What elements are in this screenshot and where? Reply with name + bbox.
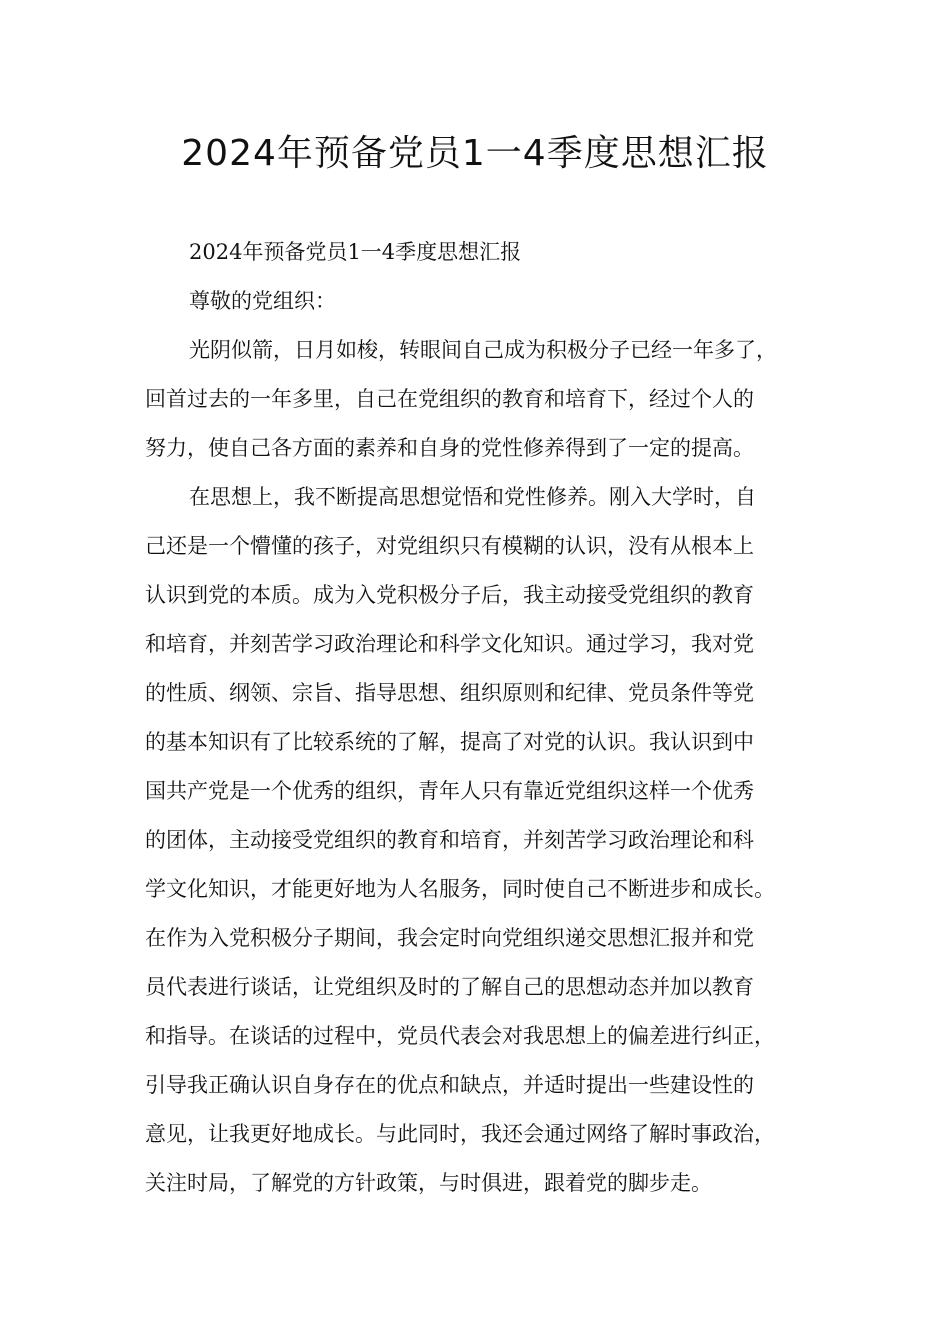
paragraph-2-line: 员代表进行谈话，让党组织及时的了解自己的思想动态并加以教育 <box>145 975 754 999</box>
paragraph-2-line: 己还是一个懵懂的孩子，对党组织只有模糊的认识，没有从根本上 <box>145 534 754 558</box>
paragraph-1-line: 努力，使自己各方面的素养和自身的党性修养得到了一定的提高。 <box>145 436 754 460</box>
paragraph-2 <box>145 473 825 1208</box>
paragraph-2-line: 和培育，并刻苦学习政治理论和科学文化知识。通过学习，我对党 <box>145 632 754 656</box>
paragraph-2-line: 的性质、纲领、宗旨、指导思想、组织原则和纪律、党员条件等党 <box>145 681 754 705</box>
paragraph-2-line: 关注时局，了解党的方针政策，与时俱进，跟着党的脚步走。 <box>145 1171 712 1195</box>
paragraph-2-line: 的团体，主动接受党组织的教育和培育，并刻苦学习政治理论和科 <box>145 828 754 852</box>
document-title: 2024年预备党员1一4季度思想汇报 <box>181 133 769 174</box>
salutation: 尊敬的党组织： <box>189 289 336 313</box>
paragraph-2-line: 认识到党的本质。成为入党积极分子后，我主动接受党组织的教育 <box>145 583 754 607</box>
paragraph-1 <box>145 326 825 473</box>
paragraph-2-line: 学文化知识，才能更好地为人名服务，同时使自己不断进步和成长。 <box>145 877 775 901</box>
paragraph-2-line: 国共产党是一个优秀的组织，青年人只有靠近党组织这样一个优秀 <box>145 779 754 803</box>
subtitle-line: 2024年预备党员1一4季度思想汇报 <box>189 240 522 264</box>
paragraph-2-line: 引导我正确认识自身存在的优点和缺点，并适时提出一些建设性的 <box>145 1073 754 1097</box>
paragraph-2-line: 在作为入党积极分子期间，我会定时向党组织递交思想汇报并和党 <box>145 926 754 950</box>
paragraph-1-line: 回首过去的一年多里，自己在党组织的教育和培育下，经过个人的 <box>145 387 754 411</box>
paragraph-2-line: 和指导。在谈话的过程中，党员代表会对我思想上的偏差进行纠正， <box>145 1024 775 1048</box>
paragraph-1-line: 光阴似箭，日月如梭，转眼间自己成为积极分子已经一年多了， <box>189 338 777 362</box>
paragraph-2-line: 的基本知识有了比较系统的了解，提高了对党的认识。我认识到中 <box>145 730 754 754</box>
document-body <box>145 228 825 1208</box>
paragraph-2-line: 在思想上，我不断提高思想觉悟和党性修养。刚入大学时，自 <box>189 485 756 509</box>
paragraph-2-line: 意见，让我更好地成长。与此同时，我还会通过网络了解时事政治， <box>145 1122 775 1146</box>
